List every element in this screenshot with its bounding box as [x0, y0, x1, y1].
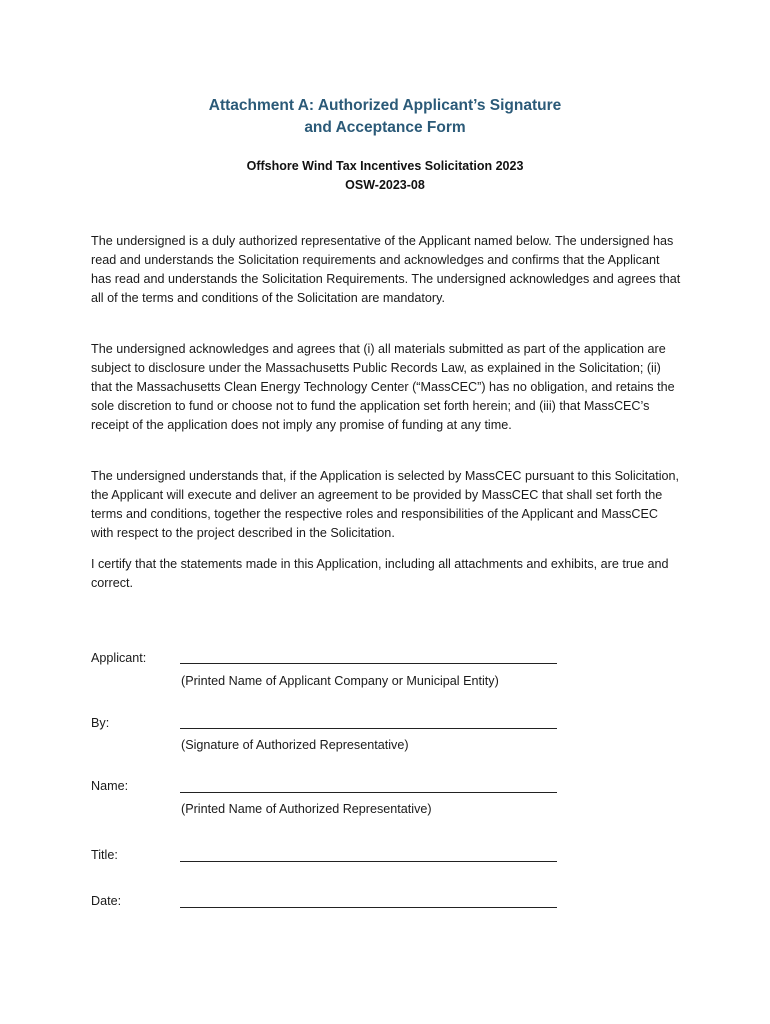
- applicant-label: Applicant:: [91, 651, 147, 665]
- title-field[interactable]: [180, 861, 557, 862]
- paragraph-authorization: The undersigned is a duly authorized representative of the Applicant named below. The undersigned has read and understands the Solicitation requirements and acknowledges and confirms that the Applicant has read and understands the Solicitation Requirements. The undersigned acknowledges and agrees that all of the terms and conditions of the Solicitation are mandatory.: [91, 234, 681, 306]
- applicant-field[interactable]: [180, 663, 557, 664]
- applicant-caption: (Printed Name of Applicant Company or Municipal Entity): [181, 674, 499, 688]
- signature-field[interactable]: [180, 728, 557, 729]
- date-field[interactable]: [180, 907, 557, 908]
- solicitation-name: Offshore Wind Tax Incentives Solicitation 2023: [246, 159, 524, 173]
- paragraph-disclosure: The undersigned acknowledges and agrees that (i) all materials submitted as part of the application are subject to disclosure under the Massachusetts Public Records Law, as explained in the Solicitation; (ii) that the Massachusetts Clean Energy Technology Center (“MassCEC”) has no obligation, and retains the sole discretion to fund or choose not to fund the application set forth herein; and (iii) that MassCEC’s receipt of the application does not imply any promise of funding at any time.: [91, 342, 675, 433]
- paragraph-certification: I certify that the statements made in this Application, including all attachments and exhibits, are true and correct.: [91, 557, 669, 591]
- signature-caption: (Signature of Authorized Representative): [181, 738, 409, 752]
- title-label: Title:: [91, 848, 118, 862]
- name-caption: (Printed Name of Authorized Representative): [181, 802, 432, 816]
- form-title-line-1: Attachment A: Authorized Applicant’s Signature: [208, 97, 562, 114]
- form-title-line-2: and Acceptance Form: [304, 119, 466, 136]
- date-label: Date:: [91, 894, 122, 908]
- by-label: By:: [91, 716, 110, 730]
- solicitation-number: OSW-2023-08: [345, 178, 425, 192]
- name-label: Name:: [91, 779, 129, 793]
- name-field[interactable]: [180, 792, 557, 793]
- paragraph-agreement: The undersigned understands that, if the Application is selected by MassCEC pursuant to this Solicitation, the Applicant will execute and deliver an agreement to be provided by MassCEC that shall set forth the terms and conditions, together the respective roles and responsibilities of the Applicant and MassCEC with respect to the project described in the Solicitation.: [91, 469, 680, 541]
